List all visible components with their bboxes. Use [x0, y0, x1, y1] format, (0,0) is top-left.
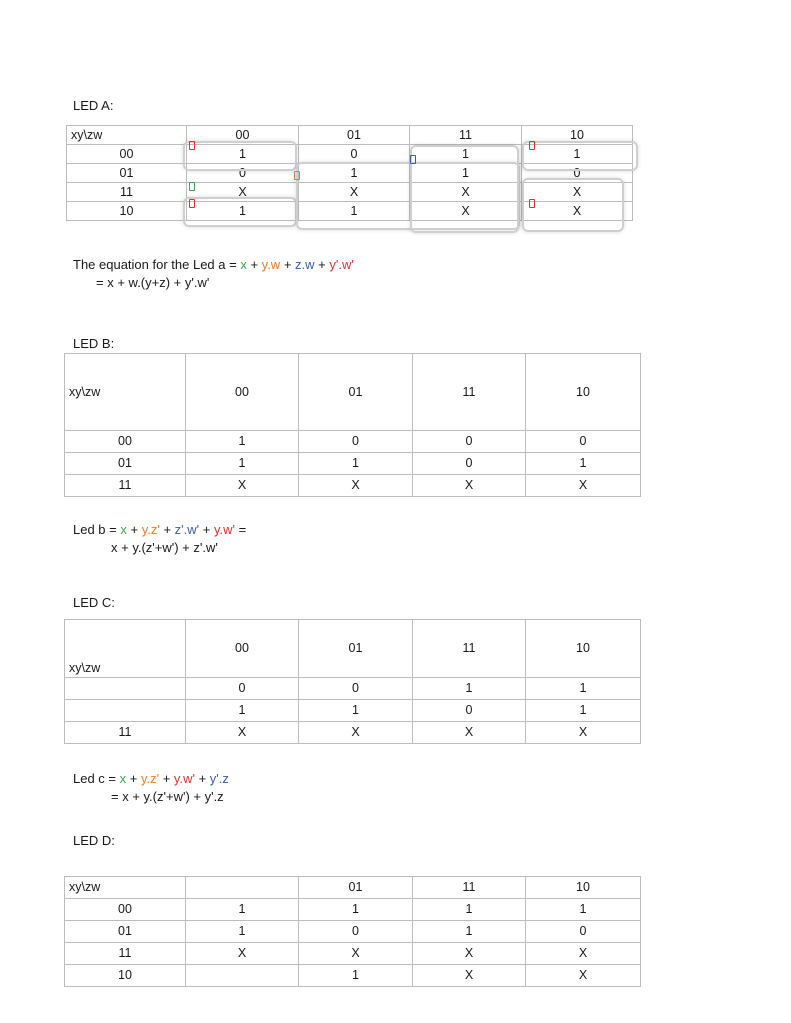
red-marker-icon: [189, 141, 195, 150]
table-row: [65, 678, 641, 700]
operator: +: [126, 522, 142, 537]
equation-prefix: Led b =: [73, 522, 121, 537]
equation-suffix: =: [234, 522, 247, 537]
table-cell: 1: [187, 202, 299, 221]
corner-cell: xy\zw: [65, 620, 186, 678]
blue-marker-icon: [410, 155, 416, 164]
operator: +: [194, 771, 210, 786]
table-cell: [186, 965, 299, 987]
term-ynot-z: y'.z: [209, 771, 229, 786]
column-header: 00: [187, 126, 299, 145]
table-cell: 1: [526, 899, 641, 921]
table-cell: X: [526, 943, 641, 965]
led-a-equation: [73, 256, 354, 274]
row-label: 00: [67, 145, 187, 164]
row-label: 01: [67, 164, 187, 183]
table-cell: 0: [413, 700, 526, 722]
table-cell: 1: [526, 678, 641, 700]
row-label: 11: [65, 475, 186, 497]
led-b-kmap: [64, 353, 641, 497]
table-cell: 1: [186, 453, 299, 475]
table-cell: 0: [186, 678, 299, 700]
table-cell: 0: [187, 164, 299, 183]
table-header-row: [65, 620, 641, 678]
term-y-znot: y.z': [141, 522, 160, 537]
row-label: 00: [65, 431, 186, 453]
red-marker-icon: [529, 199, 535, 208]
table-cell: X: [522, 202, 633, 221]
table-row: [65, 965, 641, 987]
red-marker-icon: [189, 199, 195, 208]
table-cell: X: [299, 943, 413, 965]
table-cell: 1: [410, 164, 522, 183]
row-label: 11: [67, 183, 187, 202]
column-header: 11: [413, 877, 526, 899]
table-cell: 1: [299, 700, 413, 722]
table-cell: 1: [299, 453, 413, 475]
table-row: [65, 700, 641, 722]
term-y-znot: y.z': [140, 771, 160, 786]
corner-cell: xy\zw: [65, 354, 186, 431]
row-label: 01: [65, 453, 186, 475]
red-marker-icon: [529, 141, 535, 150]
table-cell: 1: [186, 921, 299, 943]
table-cell: 0: [526, 921, 641, 943]
table-header-row: [65, 877, 641, 899]
kmap-group-loop: [183, 197, 297, 227]
orange-marker-icon: [294, 171, 300, 180]
table-cell: 1: [299, 965, 413, 987]
kmap-group-loop: [183, 141, 297, 171]
table-cell: 0: [299, 921, 413, 943]
term-y-wnot: y.w': [213, 522, 235, 537]
equation-prefix: Led c =: [73, 771, 120, 786]
kmap-group-loop: [410, 145, 519, 233]
led-b-equation-simplified: x + y.(z'+w') + z'.w': [111, 540, 218, 555]
operator: +: [246, 257, 262, 272]
led-c-heading: LED C:: [73, 595, 115, 610]
row-label: 11: [65, 943, 186, 965]
table-cell: X: [413, 722, 526, 744]
table-cell: 1: [299, 202, 410, 221]
table-cell: 1: [299, 899, 413, 921]
table-row: [65, 722, 641, 744]
corner-cell: xy\zw: [65, 877, 186, 899]
kmap-group-loop: [522, 178, 624, 232]
table-cell: 1: [413, 678, 526, 700]
table-cell: X: [526, 475, 641, 497]
term-y-wnot: y.w': [173, 771, 195, 786]
table-row: [65, 943, 641, 965]
column-header: 00: [186, 354, 299, 431]
table-cell: 1: [186, 899, 299, 921]
table-cell: X: [410, 202, 522, 221]
led-a-equation-simplified: = x + w.(y+z) + y'.w': [96, 275, 210, 290]
column-header: 01: [299, 620, 413, 678]
column-header: 11: [410, 126, 522, 145]
led-a-heading: LED A:: [73, 98, 114, 113]
led-c-equation: [73, 770, 229, 788]
led-c-kmap: [64, 619, 641, 744]
table-cell: 0: [299, 145, 410, 164]
table-cell: X: [299, 183, 410, 202]
led-d-heading: LED D:: [73, 833, 115, 848]
table-cell: 0: [299, 431, 413, 453]
led-c-equation-simplified: = x + y.(z'+w') + y'.z: [111, 789, 224, 804]
table-cell: 1: [526, 453, 641, 475]
term-x: x: [119, 771, 127, 786]
table-row: [65, 453, 641, 475]
term-znot-wnot: z'.w': [174, 522, 200, 537]
table-cell: X: [186, 943, 299, 965]
column-header: 10: [526, 620, 641, 678]
table-cell: 1: [410, 145, 522, 164]
column-header: 01: [299, 354, 413, 431]
table-cell: 1: [187, 145, 299, 164]
table-cell: 1: [522, 145, 633, 164]
row-label: 11: [65, 722, 186, 744]
row-label: 00: [65, 899, 186, 921]
table-cell: X: [413, 965, 526, 987]
table-header-row: [65, 354, 641, 431]
term-yw: y.w: [261, 257, 281, 272]
operator: +: [280, 257, 296, 272]
table-cell: X: [413, 943, 526, 965]
term-ynot-wnot: y'.w': [329, 257, 354, 272]
operator: +: [126, 771, 141, 786]
table-cell: X: [522, 183, 633, 202]
green-marker-icon: [189, 182, 195, 191]
kmap-group-loop: [522, 141, 638, 171]
table-cell: 1: [413, 899, 526, 921]
table-row: [65, 475, 641, 497]
corner-cell: xy\zw: [67, 126, 187, 145]
table-cell: X: [410, 183, 522, 202]
table-cell: X: [413, 475, 526, 497]
column-header: 01: [299, 877, 413, 899]
term-zw: z.w: [295, 257, 315, 272]
column-header: 10: [526, 354, 641, 431]
equation-prefix: The equation for the Led a =: [73, 257, 241, 272]
row-label: [65, 700, 186, 722]
table-cell: 0: [413, 431, 526, 453]
table-cell: X: [187, 183, 299, 202]
column-header: 01: [299, 126, 410, 145]
operator: +: [159, 771, 174, 786]
column-header: 00: [186, 620, 299, 678]
table-cell: 1: [413, 921, 526, 943]
column-header: 11: [413, 620, 526, 678]
column-header: [186, 877, 299, 899]
table-cell: 1: [526, 700, 641, 722]
table-row: [65, 431, 641, 453]
led-b-equation: [73, 521, 246, 539]
operator: +: [199, 522, 214, 537]
term-x: x: [240, 257, 247, 272]
row-label: 01: [65, 921, 186, 943]
table-cell: X: [299, 475, 413, 497]
column-header: 10: [522, 126, 633, 145]
table-cell: 1: [299, 164, 410, 183]
table-cell: X: [299, 722, 413, 744]
table-cell: X: [186, 475, 299, 497]
column-header: 10: [526, 877, 641, 899]
led-b-heading: LED B:: [73, 336, 115, 351]
row-label: [65, 678, 186, 700]
operator: +: [314, 257, 330, 272]
table-cell: 0: [526, 431, 641, 453]
table-cell: X: [186, 722, 299, 744]
table-cell: X: [526, 965, 641, 987]
row-label: 10: [67, 202, 187, 221]
table-cell: 0: [522, 164, 633, 183]
term-x: x: [120, 522, 127, 537]
column-header: 11: [413, 354, 526, 431]
table-row: [65, 921, 641, 943]
table-cell: 1: [186, 700, 299, 722]
row-label: 10: [65, 965, 186, 987]
table-cell: 0: [413, 453, 526, 475]
table-row: [65, 899, 641, 921]
led-d-kmap: [64, 876, 641, 987]
table-cell: 1: [186, 431, 299, 453]
table-cell: 0: [299, 678, 413, 700]
operator: +: [159, 522, 175, 537]
table-cell: X: [526, 722, 641, 744]
